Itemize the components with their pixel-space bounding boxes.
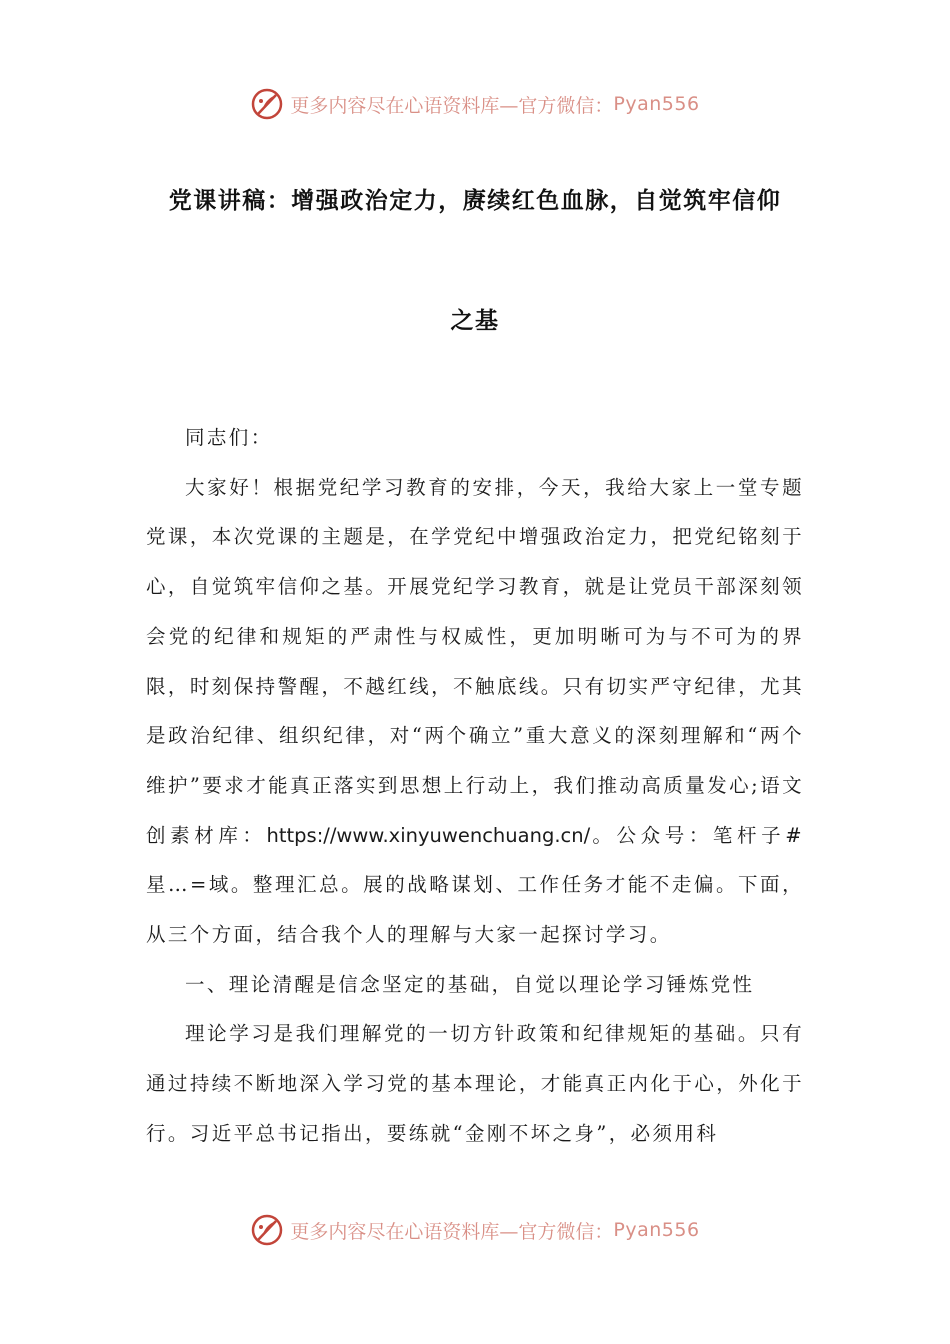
- paragraph-intro: [146, 463, 804, 960]
- watermark-wechat-id: Pyan556: [613, 1219, 700, 1241]
- document-title-line-1: 党课讲稿：增强政治定力，赓续红色血脉，自觉筑牢信仰: [168, 188, 782, 214]
- quill-logo-icon: [250, 1213, 284, 1247]
- source-url: https://www.xinyuwenchuang.cn/: [266, 823, 591, 847]
- paragraph-theory: 理论学习是我们理解党的一切方针政策和纪律规矩的基础。只有通过持续不断地深入学习党的基本理论，才能真正内化于心，外化于行。习近平总书记指出，要练就“金刚不坏之身”，必须用科: [146, 1022, 804, 1145]
- paragraph-intro-text-a: 大家好！根据党纪学习教育的安排，今天，我给大家上一堂专题党课，本次党课的主题是，在学党纪中增强政治定力，把党纪铭刻于心，自觉筑牢信仰之基。开展党纪学习教育，就是让党员干部深刻领会党的纪律和规矩的严肃性与权威性，更加明晰可为与不可为的界限，时刻保持警醒，不越红线，不触底线。只有切实严守纪律，尤其是政治纪律、组织纪律，对“两个确立”重大意义的深刻理解和“两个维护”要求才能真正落实到思想上行动上，我们推动高质量发心;语文创素材库：: [146, 475, 804, 847]
- salutation: 同志们：: [185, 426, 273, 449]
- watermark-brand-text: 更多内容尽在心语资料库—官方微信：: [290, 94, 614, 117]
- paragraph-intro-text-b: 。公众号：笔杆子#星…=域。整理汇总。展的战略谋划、工作任务才能不走偏。下面，从三个方面，结合我个人的理解与大家一起探讨学习。: [146, 823, 804, 947]
- quill-logo-icon: [250, 87, 284, 121]
- watermark-header: [0, 84, 950, 124]
- section-heading-1: 一、理论清醒是信念坚定的基础，自觉以理论学习锤炼党性: [185, 972, 755, 996]
- document-title-line-2: 之基: [450, 308, 500, 334]
- watermark-footer: [0, 1210, 950, 1250]
- watermark-wechat-id: Pyan556: [613, 93, 700, 115]
- document-body: [146, 413, 804, 1159]
- watermark-brand-text: 更多内容尽在心语资料库—官方微信：: [290, 1220, 614, 1243]
